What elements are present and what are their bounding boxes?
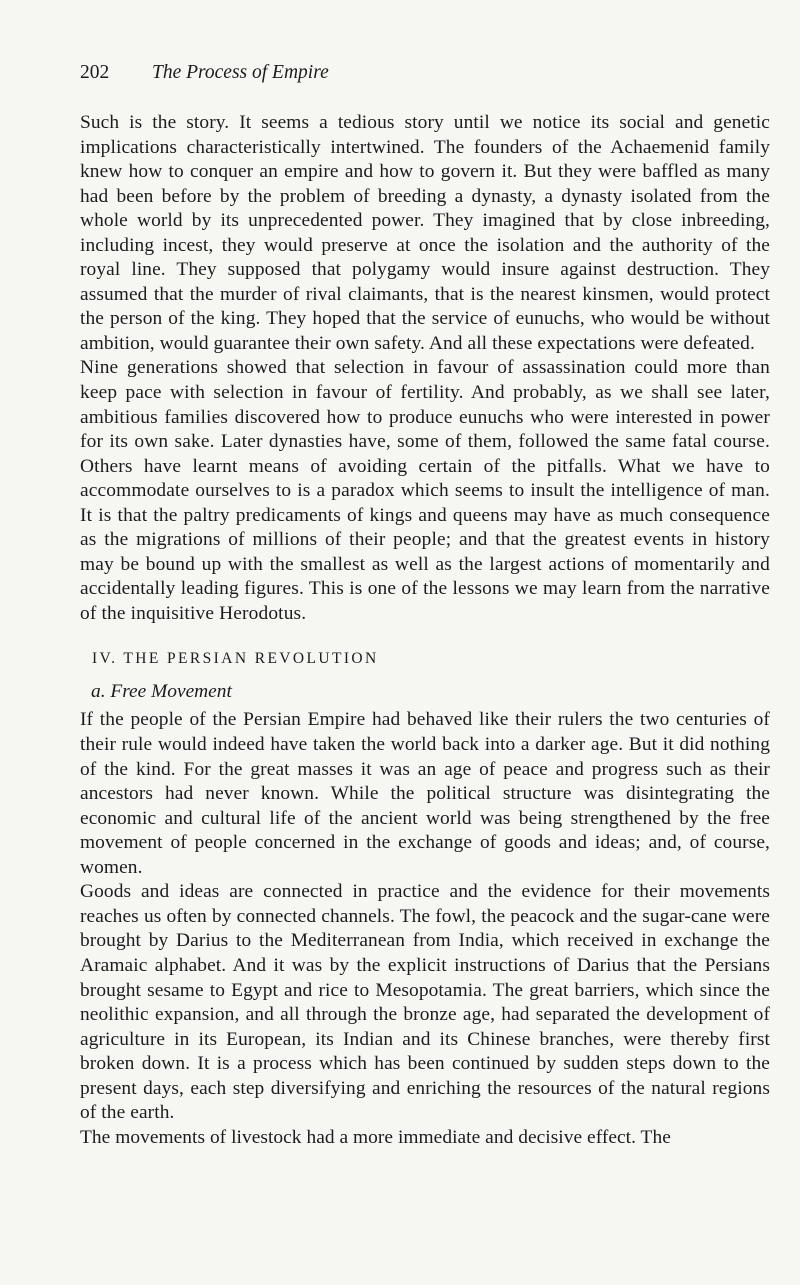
paragraph: Goods and ideas are connected in practice and the evidence for their movements reaches us often by connected channels. The fowl, the peacock and the sugar-cane were brought by Darius to the Mediterranean from India, which received in exchange the Aramaic alphabet. And it was by the explicit instructions of Darius that the Persians brought sesame to Egypt and rice to Mesopotamia. The great barriers, which since the neolithic expansion, and all through the bronze age, had separated the development of agriculture in its European, its Indian and its Chinese branches, were thereby first broken down. It is a process which has been continued by sudden steps down to the present days, each step diversifying and enriching the resources of the natural regions of the earth. (80, 881, 770, 1124)
section-heading: IV. THE PERSIAN REVOLUTION (92, 650, 379, 668)
paragraph: If the people of the Persian Empire had behaved like their rulers the two centuries of their rule would indeed have taken the world back into a darker age. But it did nothing of the kind. For the great masses it was an age of peace and progress such as their ancestors had never known. While the political structure was disintegrating the economic and cultural life of the ancient world was being strengthened by the free movement of people concerned in the exchange of goods and ideas; and, of course, women. (80, 709, 770, 878)
paragraph: The movements of livestock had a more immediate and decisive effect. The (80, 1126, 671, 1148)
running-title: The Process of Empire (152, 62, 329, 83)
paragraph: Such is the story. It seems a tedious story until we notice its social and genetic implications characteristically intertwined. The founders of the Achaemenid family knew how to conquer an empire and how to govern it. But they were baffled as many had been before by the problem of breeding a dynasty, a dynasty isolated from the whole world by its unprecedented power. They imagined that by close inbreeding, including incest, they would preserve at once the isolation and the authority of the royal line. They supposed that polygamy would insure against destruction. They assumed that the murder of rival claimants, that is the nearest kinsmen, would protect the person of the king. They hoped that the service of eunuchs, who would be without ambition, would guarantee their own safety. And all these expectations were defeated. (80, 112, 770, 354)
paragraph: Nine generations showed that selection in favour of assassination could more than keep pace with selection in favour of fertility. And probably, as we shall see later, ambitious families discovered how to produce eunuchs who were interested in power for its own sake. Later dynasties have, some of them, followed the same fatal course. Others have learnt means of avoiding certain of the pitfalls. What we have to accommodate ourselves to is a paradox which seems to insult the intelligence of man. It is that the paltry predicaments of kings and queens may have as much consequence as the migrations of millions of their people; and that the greatest events in history may be bound up with the smallest as well as the largest actions of momentarily and accidentally leading figures. This is one of the lessons we may learn from the narrative of the inquisitive Herodotus. (80, 357, 770, 624)
body-text (80, 111, 770, 1150)
running-head (80, 60, 329, 86)
page-number: 202 (80, 62, 110, 83)
subsection-heading: a. Free Movement (91, 681, 232, 703)
